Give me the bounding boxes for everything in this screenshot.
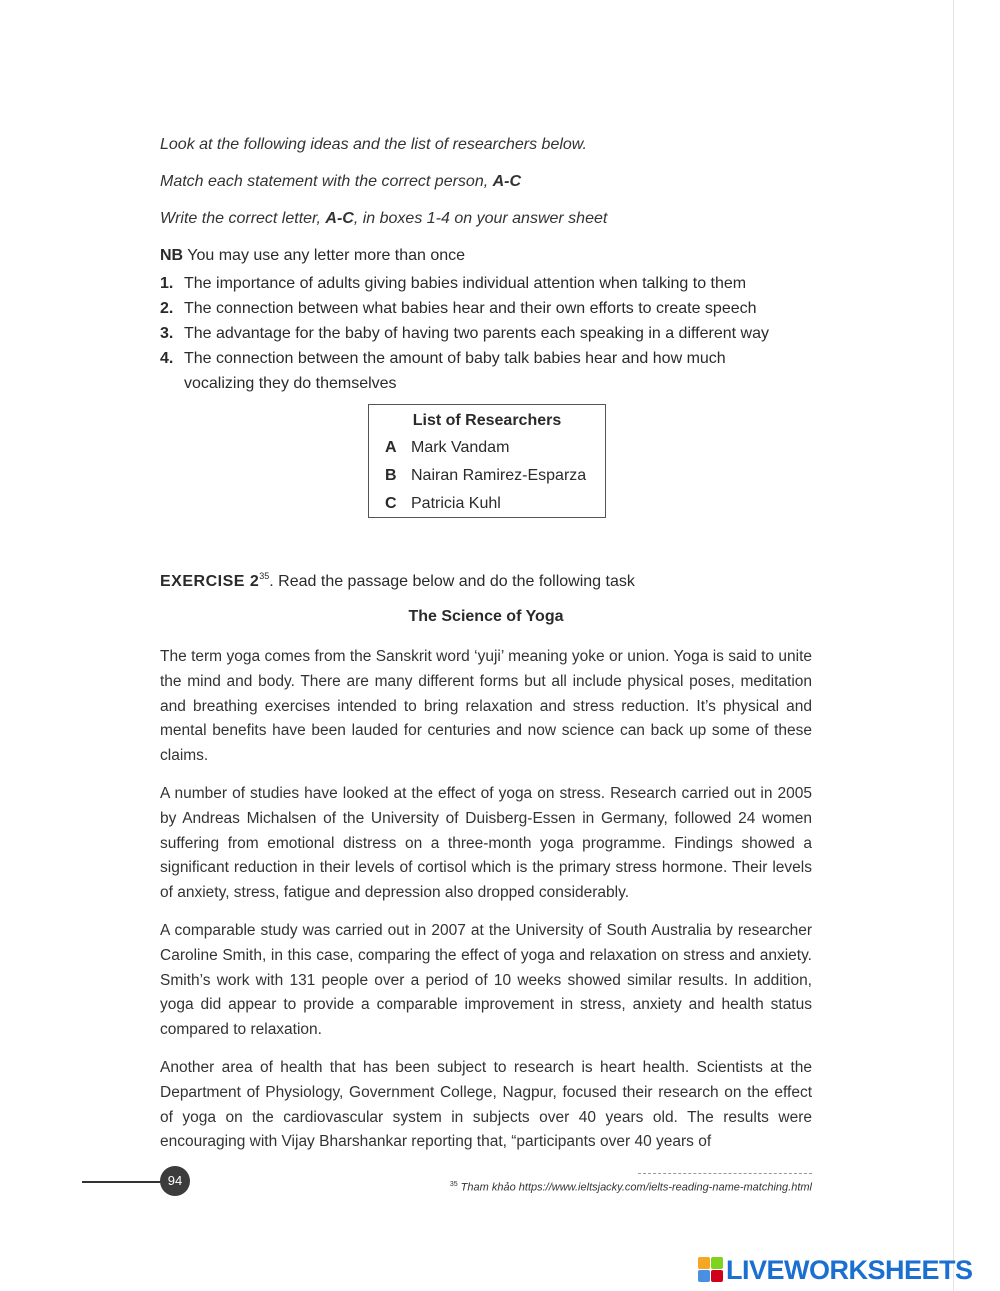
liveworksheets-logo-icon <box>698 1257 724 1283</box>
researcher-row <box>385 495 501 513</box>
researcher-letter: B <box>385 467 397 484</box>
question-item <box>160 321 820 346</box>
question-number: 3. <box>160 325 174 342</box>
passage-paragraph: Another area of health that has been subject to research is heart health. Scientists at the Department of Physiology, Government College, Nagpur, focused their research on the effect of yoga on the cardiovascular system in subjects over 40 years old. The results were encouraging with Vijay Bharshankar reporting that, “participants over 40 years of <box>160 1059 812 1151</box>
footnote <box>400 1181 812 1194</box>
question-number: 4. <box>160 350 174 367</box>
researcher-name: Patricia Kuhl <box>411 495 501 512</box>
nb-label: NB <box>160 247 184 264</box>
question-item <box>160 296 820 321</box>
nb-text: You may use any letter more than once <box>183 247 466 264</box>
passage-title: The Science of Yoga <box>408 608 564 625</box>
researcher-row <box>385 467 586 485</box>
researcher-name: Mark Vandam <box>411 439 510 456</box>
researcher-name: Nairan Ramirez-Esparza <box>411 467 587 484</box>
exercise-heading <box>160 571 635 591</box>
researchers-list-box <box>368 404 606 518</box>
question-item <box>160 346 760 396</box>
researcher-row <box>385 439 509 457</box>
liveworksheets-logo[interactable] <box>698 1256 973 1284</box>
instruction-line-3 <box>160 210 607 228</box>
page-number: 94 <box>160 1166 190 1196</box>
exercise-footnote-ref: 35 <box>259 571 270 581</box>
passage-paragraph: The term yoga comes from the Sanskrit word ‘yuji’ meaning yoke or union. Yoga is said to unite the mind and body. There are many different forms but all include physical poses, meditation and breathing exercises intended to bring relaxation and stress reduction. It’s physical and mental benefits have been lauded for centuries and now science can back up some of these claims. <box>160 648 812 765</box>
question-number: 2. <box>160 300 174 317</box>
instruction-line-2-bold: A-C <box>492 173 522 190</box>
exercise-label: EXERCISE 2 <box>160 573 260 590</box>
researcher-letter: C <box>385 495 397 512</box>
question-number: 1. <box>160 275 174 292</box>
passage-paragraph: A comparable study was carried out in 2007 at the University of South Australia by researcher Caroline Smith, in this case, comparing the effect of yoga and relaxation on stress and anxiety. Smith’s work with 131 people over a period of 10 weeks showed similar results. In addition, yoga did appear to provide a comparable improvement in stress, anxiety and health status compared to relaxation. <box>160 922 812 1039</box>
question-text: The advantage for the baby of having two parents each speaking in a different way <box>184 325 769 342</box>
instruction-line-3-bold: A-C <box>325 210 354 227</box>
researcher-letter: A <box>385 439 397 456</box>
nb-note <box>160 247 465 265</box>
instruction-line-3-post: , in boxes 1-4 on your answer sheet <box>353 210 608 227</box>
instruction-line-2 <box>160 173 521 191</box>
footnote-text: Tham khảo https://www.ieltsjacky.com/ielts-reading-name-matching.html <box>457 1181 812 1194</box>
page-edge <box>953 0 954 1291</box>
instruction-line-3-pre: Write the correct letter, <box>160 210 326 227</box>
instruction-line-1: Look at the following ideas and the list of researchers below. <box>160 136 587 153</box>
question-text: The connection between what babies hear and their own efforts to create speech <box>184 300 757 317</box>
question-item <box>160 271 820 296</box>
passage-paragraph: A number of studies have looked at the effect of yoga on stress. Research carried out in 2005 by Andreas Michalsen of the University of Duisberg-Essen in Germany, followed 24 women suffering from emotional distress on a three-month yoga programme. Findings showed a significant reduction in their levels of cortisol which is the primary stress hormone. Their levels of anxiety, stress, fatigue and depression also dropped considerably. <box>160 785 812 902</box>
instruction-line-2-text: Match each statement with the correct person, <box>160 173 493 190</box>
liveworksheets-logo-text: LIVEWORKSHEETS <box>726 1254 973 1285</box>
exercise-text: . Read the passage below and do the following task <box>269 573 635 590</box>
question-text: The connection between the amount of baby talk babies hear and how much vocalizing they do themselves <box>184 350 726 392</box>
footnote-number: 35 <box>449 1181 458 1188</box>
question-text: The importance of adults giving babies individual attention when talking to them <box>184 275 747 292</box>
footer-rule <box>82 1181 162 1183</box>
footnote-divider <box>638 1173 812 1174</box>
researchers-list-title: List of Researchers <box>412 412 562 429</box>
